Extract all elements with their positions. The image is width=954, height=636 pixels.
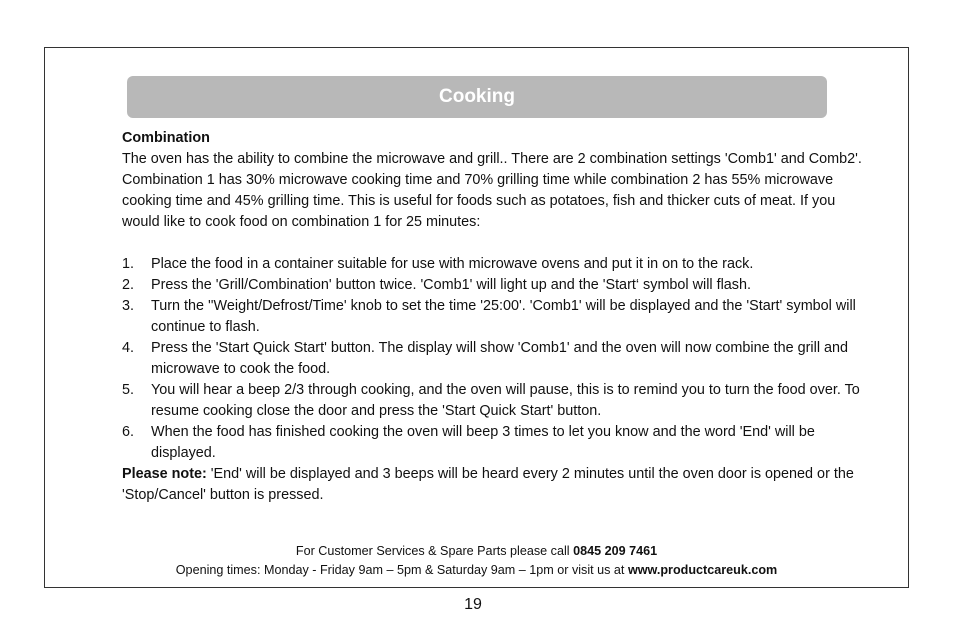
intro-paragraph: The oven has the ability to combine the microwave and grill.. There are 2 combination settings 'Comb1' and Comb2'. Combination 1 has 30% microwave cooking time and 70% grilling time while combination 2 has 55% microwave cooking time and 45% grilling time. This is useful for foods such as potatoes, fish and thicker cuts of meat. If you would like to cook food on combination 1 for 25 minutes: — [122, 151, 862, 230]
step-text: Press the 'Grill/Combination' button twice. 'Comb1' will light up and the 'Start‘ symbol will flash. — [151, 277, 752, 293]
step-text: Turn the ''Weight/Defrost/Time' knob to set the time '25:00'. 'Comb1' will be displayed and the 'Start' symbol will continue to flash. — [151, 298, 856, 335]
footer-hours-text: Opening times: Monday - Friday 9am – 5pm & Saturday 9am – 1pm or visit us at — [175, 563, 628, 577]
step-text: When the food has finished cooking the oven will beep 3 times to let you know and the word 'End' will be displayed. — [151, 424, 815, 461]
step-number: 1. — [122, 256, 135, 272]
banner-title: Cooking — [439, 86, 515, 107]
step-text: Press the 'Start Quick Start' button. The display will show 'Comb1' and the oven will now combine the grill and microwave to cook the food. — [151, 340, 849, 377]
step-text: You will hear a beep 2/3 through cooking, and the oven will pause, this is to remind you to turn the food over. To resume cooking close the door and press the 'Start Quick Start' button. — [151, 382, 860, 419]
footer-website: www.productcareuk.com — [627, 563, 778, 577]
footer-line-hours — [44, 561, 909, 580]
step-number: 4. — [122, 340, 135, 356]
list-item — [122, 338, 862, 380]
list-item — [122, 275, 862, 296]
note-paragraph — [122, 464, 862, 506]
page-number: 19 — [464, 596, 482, 613]
step-number: 5. — [122, 382, 135, 398]
list-item — [122, 380, 862, 422]
note-text: 'End' will be displayed and 3 beeps will be heard every 2 minutes until the oven door is opened or the 'Stop/Cancel' button is pressed. — [122, 466, 854, 503]
spacer — [122, 233, 862, 254]
step-number: 2. — [122, 277, 135, 293]
content-body — [122, 128, 862, 506]
list-item — [122, 422, 862, 464]
section-heading: Combination — [122, 130, 210, 146]
step-text: Place the food in a container suitable for use with microwave ovens and put it in on to the rack. — [151, 256, 754, 272]
footer-line-contact — [44, 542, 909, 561]
footer-phone: 0845 209 7461 — [573, 544, 658, 558]
list-item — [122, 254, 862, 275]
step-number: 6. — [122, 424, 135, 440]
list-item — [122, 296, 862, 338]
footer-contact-text: For Customer Services & Spare Parts please call — [295, 544, 574, 558]
steps-list — [122, 254, 862, 464]
footer — [44, 542, 909, 580]
section-banner — [127, 76, 827, 118]
note-label: Please note: — [122, 466, 207, 482]
step-number: 3. — [122, 298, 135, 314]
